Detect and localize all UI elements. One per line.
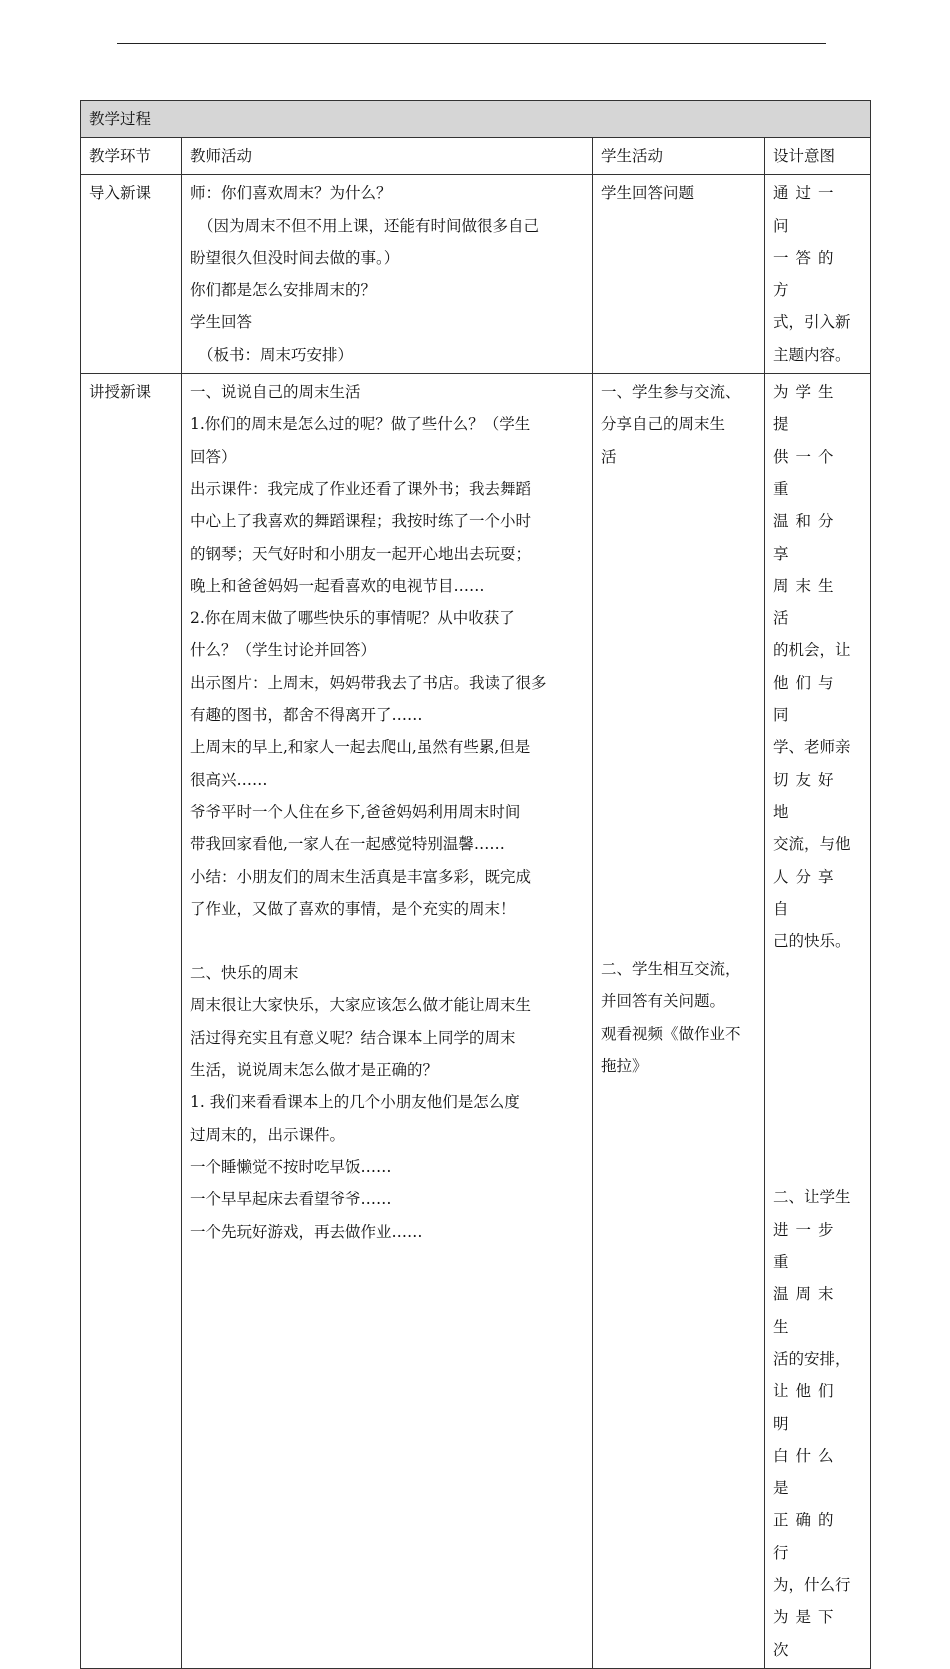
intent-line: 通过一问 (773, 184, 841, 235)
teacher-line: 什么？（学生讨论并回答） (190, 641, 377, 660)
lesson-plan-table (80, 100, 871, 1669)
design-intent-new-lesson (765, 374, 871, 1669)
intent-line: 己的快乐。 (773, 932, 851, 951)
header-student: 学生活动 (593, 138, 765, 175)
teacher-line: 小结：小朋友们的周末生活真是丰富多彩，既完成 (190, 867, 532, 886)
teacher-line: （板书：周末巧安排） (198, 345, 354, 364)
blank-line (773, 1085, 862, 1117)
row-new-lesson (81, 374, 871, 1669)
blank-line (190, 925, 584, 957)
intent-line: 温和分享 (773, 512, 841, 563)
blank-line (601, 697, 756, 729)
teacher-line: 二、快乐的周末 (190, 964, 299, 983)
teacher-line: 回答） (190, 447, 237, 466)
blank-line (601, 665, 756, 697)
blank-line (601, 889, 756, 921)
header-teacher: 教师活动 (182, 138, 593, 175)
header-row (81, 138, 871, 175)
design-intent-intro (765, 175, 871, 374)
student-line: 学生回答问题 (601, 184, 695, 203)
blank-line (601, 633, 756, 665)
student-line: 二、学生相互交流， (601, 959, 741, 978)
student-line: 一、学生参与交流、 (601, 383, 741, 402)
teacher-line: 你们都是怎么安排周末的？ (190, 281, 377, 300)
intent-line: 让他们明 (773, 1382, 841, 1433)
student-activity-new-lesson (593, 374, 765, 1669)
teacher-line: 盼望很久但没时间去做的事。） (190, 248, 400, 267)
teacher-line: 带我回家看他,一家人在一起感觉特别温馨…… (190, 835, 505, 854)
teacher-line: 2.你在周末做了哪些快乐的事情呢？从中收获了 (190, 609, 515, 628)
intent-line: 他们与同 (773, 673, 841, 725)
teacher-line: 1. 我们来看看课本上的几个小朋友他们是怎么度 (190, 1093, 520, 1112)
teacher-line: 爷爷平时一个人住在乡下,爸爸妈妈利用周末时间 (190, 802, 521, 821)
row-intro (81, 175, 871, 374)
intent-line: 人分享自 (773, 867, 841, 918)
intent-line: 为是下次 (773, 1608, 841, 1659)
teacher-line: 1.你们的周末是怎么过的呢？做了些什么？（学生 (190, 415, 531, 434)
student-line: 分享自己的周末生 (601, 415, 726, 434)
blank-line (601, 921, 756, 953)
teacher-line: 晚上和爸爸妈妈一起看喜欢的电视节目…… (190, 576, 485, 595)
blank-line (601, 793, 756, 825)
stage-new-lesson: 讲授新课 (81, 374, 182, 1669)
intent-line: 式，引入新 (773, 313, 851, 332)
teacher-line: 师：你们喜欢周末？为什么？ (190, 184, 392, 203)
teacher-line: 一个早早起床去看望爷爷…… (190, 1190, 392, 1209)
teacher-line: 很高兴…… (190, 770, 268, 789)
teacher-line: 周末很让大家快乐，大家应该怎么做才能让周末生 (190, 996, 532, 1015)
blank-line (601, 825, 756, 857)
student-activity-intro (593, 175, 765, 374)
blank-line (773, 1053, 862, 1085)
intent-line: 为学生提 (773, 383, 841, 434)
teacher-line: 活过得充实且有意义呢？结合课本上同学的周末 (190, 1028, 516, 1047)
blank-line (773, 989, 862, 1021)
page-top-rule (117, 43, 826, 44)
teacher-activity-intro (182, 175, 593, 374)
blank-line (601, 505, 756, 537)
intent-line: 为，什么行 (773, 1575, 851, 1594)
student-line: 拖拉》 (601, 1056, 648, 1075)
teacher-line: 一、说说自己的周末生活 (190, 383, 361, 402)
header-intent: 设计意图 (765, 138, 871, 175)
intent-line: 温周末生 (773, 1285, 841, 1336)
blank-line (601, 473, 756, 505)
intent-line: 供一个重 (773, 447, 841, 498)
intent-line: 周末生活 (773, 576, 841, 628)
blank-line (773, 1021, 862, 1053)
student-line: 活 (601, 447, 617, 466)
teacher-line: 了作业，又做了喜欢的事情，是个充实的周末！ (190, 899, 516, 918)
intent-line: 交流，与他 (773, 835, 851, 854)
intent-line: 正确的行 (773, 1511, 841, 1562)
teacher-line: 出示课件：我完成了作业还看了课外书；我去舞蹈 (190, 479, 532, 498)
teacher-activity-new-lesson (182, 374, 593, 1669)
teacher-line: 学生回答 (190, 313, 253, 332)
intent-line: 主题内容。 (773, 345, 851, 364)
intent-line: 切友好地 (773, 770, 841, 821)
blank-line (601, 569, 756, 601)
intent-line: 进一步重 (773, 1220, 841, 1272)
intent-line: 白什么是 (773, 1446, 841, 1498)
blank-line (773, 1149, 862, 1181)
student-line: 观看视频《做作业不 (601, 1024, 741, 1043)
teacher-line: 生活，说说周末怎么做才是正确的？ (190, 1061, 439, 1080)
teacher-line: 出示图片：上周末，妈妈带我去了书店。我读了很多 (190, 673, 547, 692)
teacher-line: 有趣的图书，都舍不得离开了…… (190, 706, 423, 725)
teacher-line: 一个睡懒觉不按时吃早饭…… (190, 1157, 392, 1176)
intent-line: 活的安排， (773, 1349, 851, 1368)
teacher-line: 中心上了我喜欢的舞蹈课程；我按时练了一个小时 (190, 512, 532, 531)
stage-intro: 导入新课 (81, 175, 182, 374)
blank-line (601, 537, 756, 569)
blank-line (601, 857, 756, 889)
blank-line (601, 729, 756, 761)
teacher-line: 一个先玩好游戏，再去做作业…… (190, 1222, 423, 1241)
blank-line (773, 957, 862, 989)
intent-line: 二、让学生 (773, 1188, 851, 1207)
header-stage: 教学环节 (81, 138, 182, 175)
student-line: 并回答有关问题。 (601, 992, 726, 1011)
intent-line: 学、老师亲 (773, 738, 851, 757)
blank-line (601, 601, 756, 633)
intent-line: 的机会，让 (773, 641, 851, 660)
section-title: 教学过程 (81, 101, 871, 138)
teacher-line: （因为周末不但不用上课，还能有时间做很多自己 (198, 216, 540, 235)
teacher-line: 的钢琴；天气好时和小朋友一起开心地出去玩耍； (190, 544, 532, 563)
intent-line: 一答的方 (773, 248, 841, 300)
teacher-line: 上周末的早上,和家人一起去爬山,虽然有些累,但是 (190, 738, 531, 757)
teacher-line: 过周末的，出示课件。 (190, 1125, 346, 1144)
blank-line (773, 1117, 862, 1149)
blank-line (601, 761, 756, 793)
